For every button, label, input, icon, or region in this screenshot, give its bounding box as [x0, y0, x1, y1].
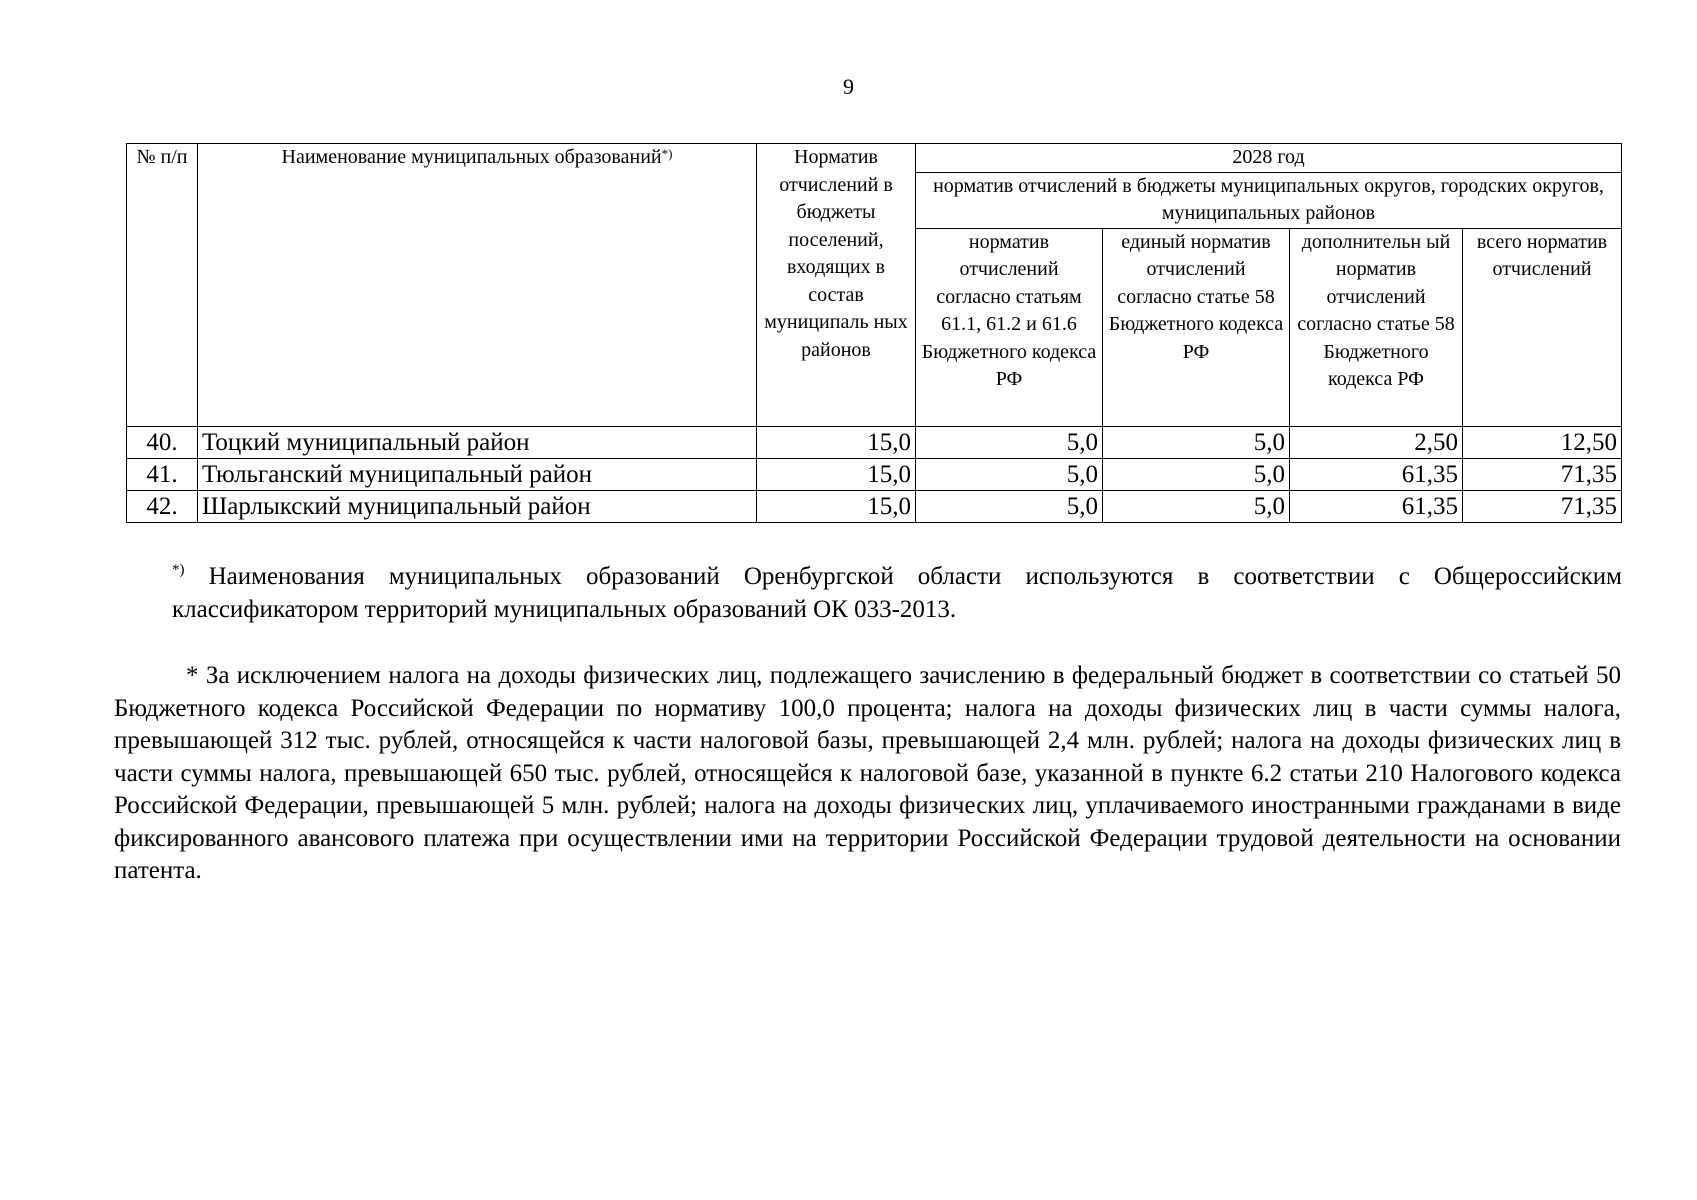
row-art61: 5,0 — [916, 426, 1103, 458]
row-num: 41. — [127, 458, 198, 490]
row-name: Тоцкий муниципальный район — [198, 426, 757, 458]
header-name-footnote-marker: *) — [661, 146, 673, 161]
row-art61: 5,0 — [916, 458, 1103, 490]
table-row — [127, 490, 1622, 522]
row-total: 12,50 — [1463, 426, 1622, 458]
header-settlements: Норматив отчислений в бюджеты поселений, входящих в состав муниципаль ных районов — [757, 144, 916, 427]
norms-table — [126, 143, 1622, 523]
row-art61: 5,0 — [916, 490, 1103, 522]
row-additional: 61,35 — [1290, 458, 1463, 490]
row-num: 42. — [127, 490, 198, 522]
row-settlements: 15,0 — [757, 490, 916, 522]
header-art61: норматив отчислений согласно статьям 61.1, 61.2 и 61.6 Бюджетного кодекса РФ — [916, 228, 1103, 426]
header-additional: дополнительн ый норматив отчислений согласно статье 58 Бюджетного кодекса РФ — [1290, 228, 1463, 426]
footnote-text: Наименования муниципальных образований Оренбургской области используются в соответствии с Общероссийским классификатором территорий муниципальных образований ОК 033-2013. — [172, 563, 1623, 623]
row-name: Тюльганский муниципальный район — [198, 458, 757, 490]
row-additional: 2,50 — [1290, 426, 1463, 458]
row-total: 71,35 — [1463, 490, 1622, 522]
footnote-marker: *) — [172, 562, 185, 578]
header-name-text: Наименование муниципальных образований — [281, 146, 662, 168]
row-settlements: 15,0 — [757, 458, 916, 490]
row-additional: 61,35 — [1290, 490, 1463, 522]
row-num: 40. — [127, 426, 198, 458]
row-total: 71,35 — [1463, 458, 1622, 490]
header-name — [198, 144, 757, 427]
row-single: 5,0 — [1103, 490, 1290, 522]
header-year: 2028 год — [916, 144, 1622, 173]
header-single: единый норматив отчислений согласно статье 58 Бюджетного кодекса РФ — [1103, 228, 1290, 426]
page-number: 9 — [843, 74, 854, 99]
row-single: 5,0 — [1103, 458, 1290, 490]
table-row — [127, 458, 1622, 490]
header-num: № п/п — [127, 144, 198, 427]
row-name: Шарлыкский муниципальный район — [198, 490, 757, 522]
tax-exclusion-note: * За исключением налога на доходы физических лиц, подлежащего зачислению в федеральный бюджет в соответствии со статьей 50 Бюджетного кодекса Российской Федерации по нормативу 100,0 процента; налога на доходы физических лиц в части суммы налога, превышающей 312 тыс. рублей, относящейся к части налоговой базы, превышающей 2,4 млн. рублей; налога на доходы физических лиц в части суммы налога, превышающей 650 тыс. рублей, относящейся к налоговой базе, указанной в пункте 6.2 статьи 210 Налогового кодекса Российской Федерации, превышающей 5 млн. рублей; налога на доходы физических лиц, уплачиваемого иностранными гражданами в виде фиксированного авансового платежа при осуществлении ими на территории Российской Федерации трудовой деятельности на основании патента. — [114, 662, 1621, 884]
header-group: норматив отчислений в бюджеты муниципальных округов, городских округов, муниципальных районов — [916, 172, 1622, 228]
footnote — [172, 560, 1622, 626]
row-settlements: 15,0 — [757, 426, 916, 458]
row-single: 5,0 — [1103, 426, 1290, 458]
header-total: всего норматив отчислений — [1463, 228, 1622, 426]
table-row — [127, 426, 1622, 458]
